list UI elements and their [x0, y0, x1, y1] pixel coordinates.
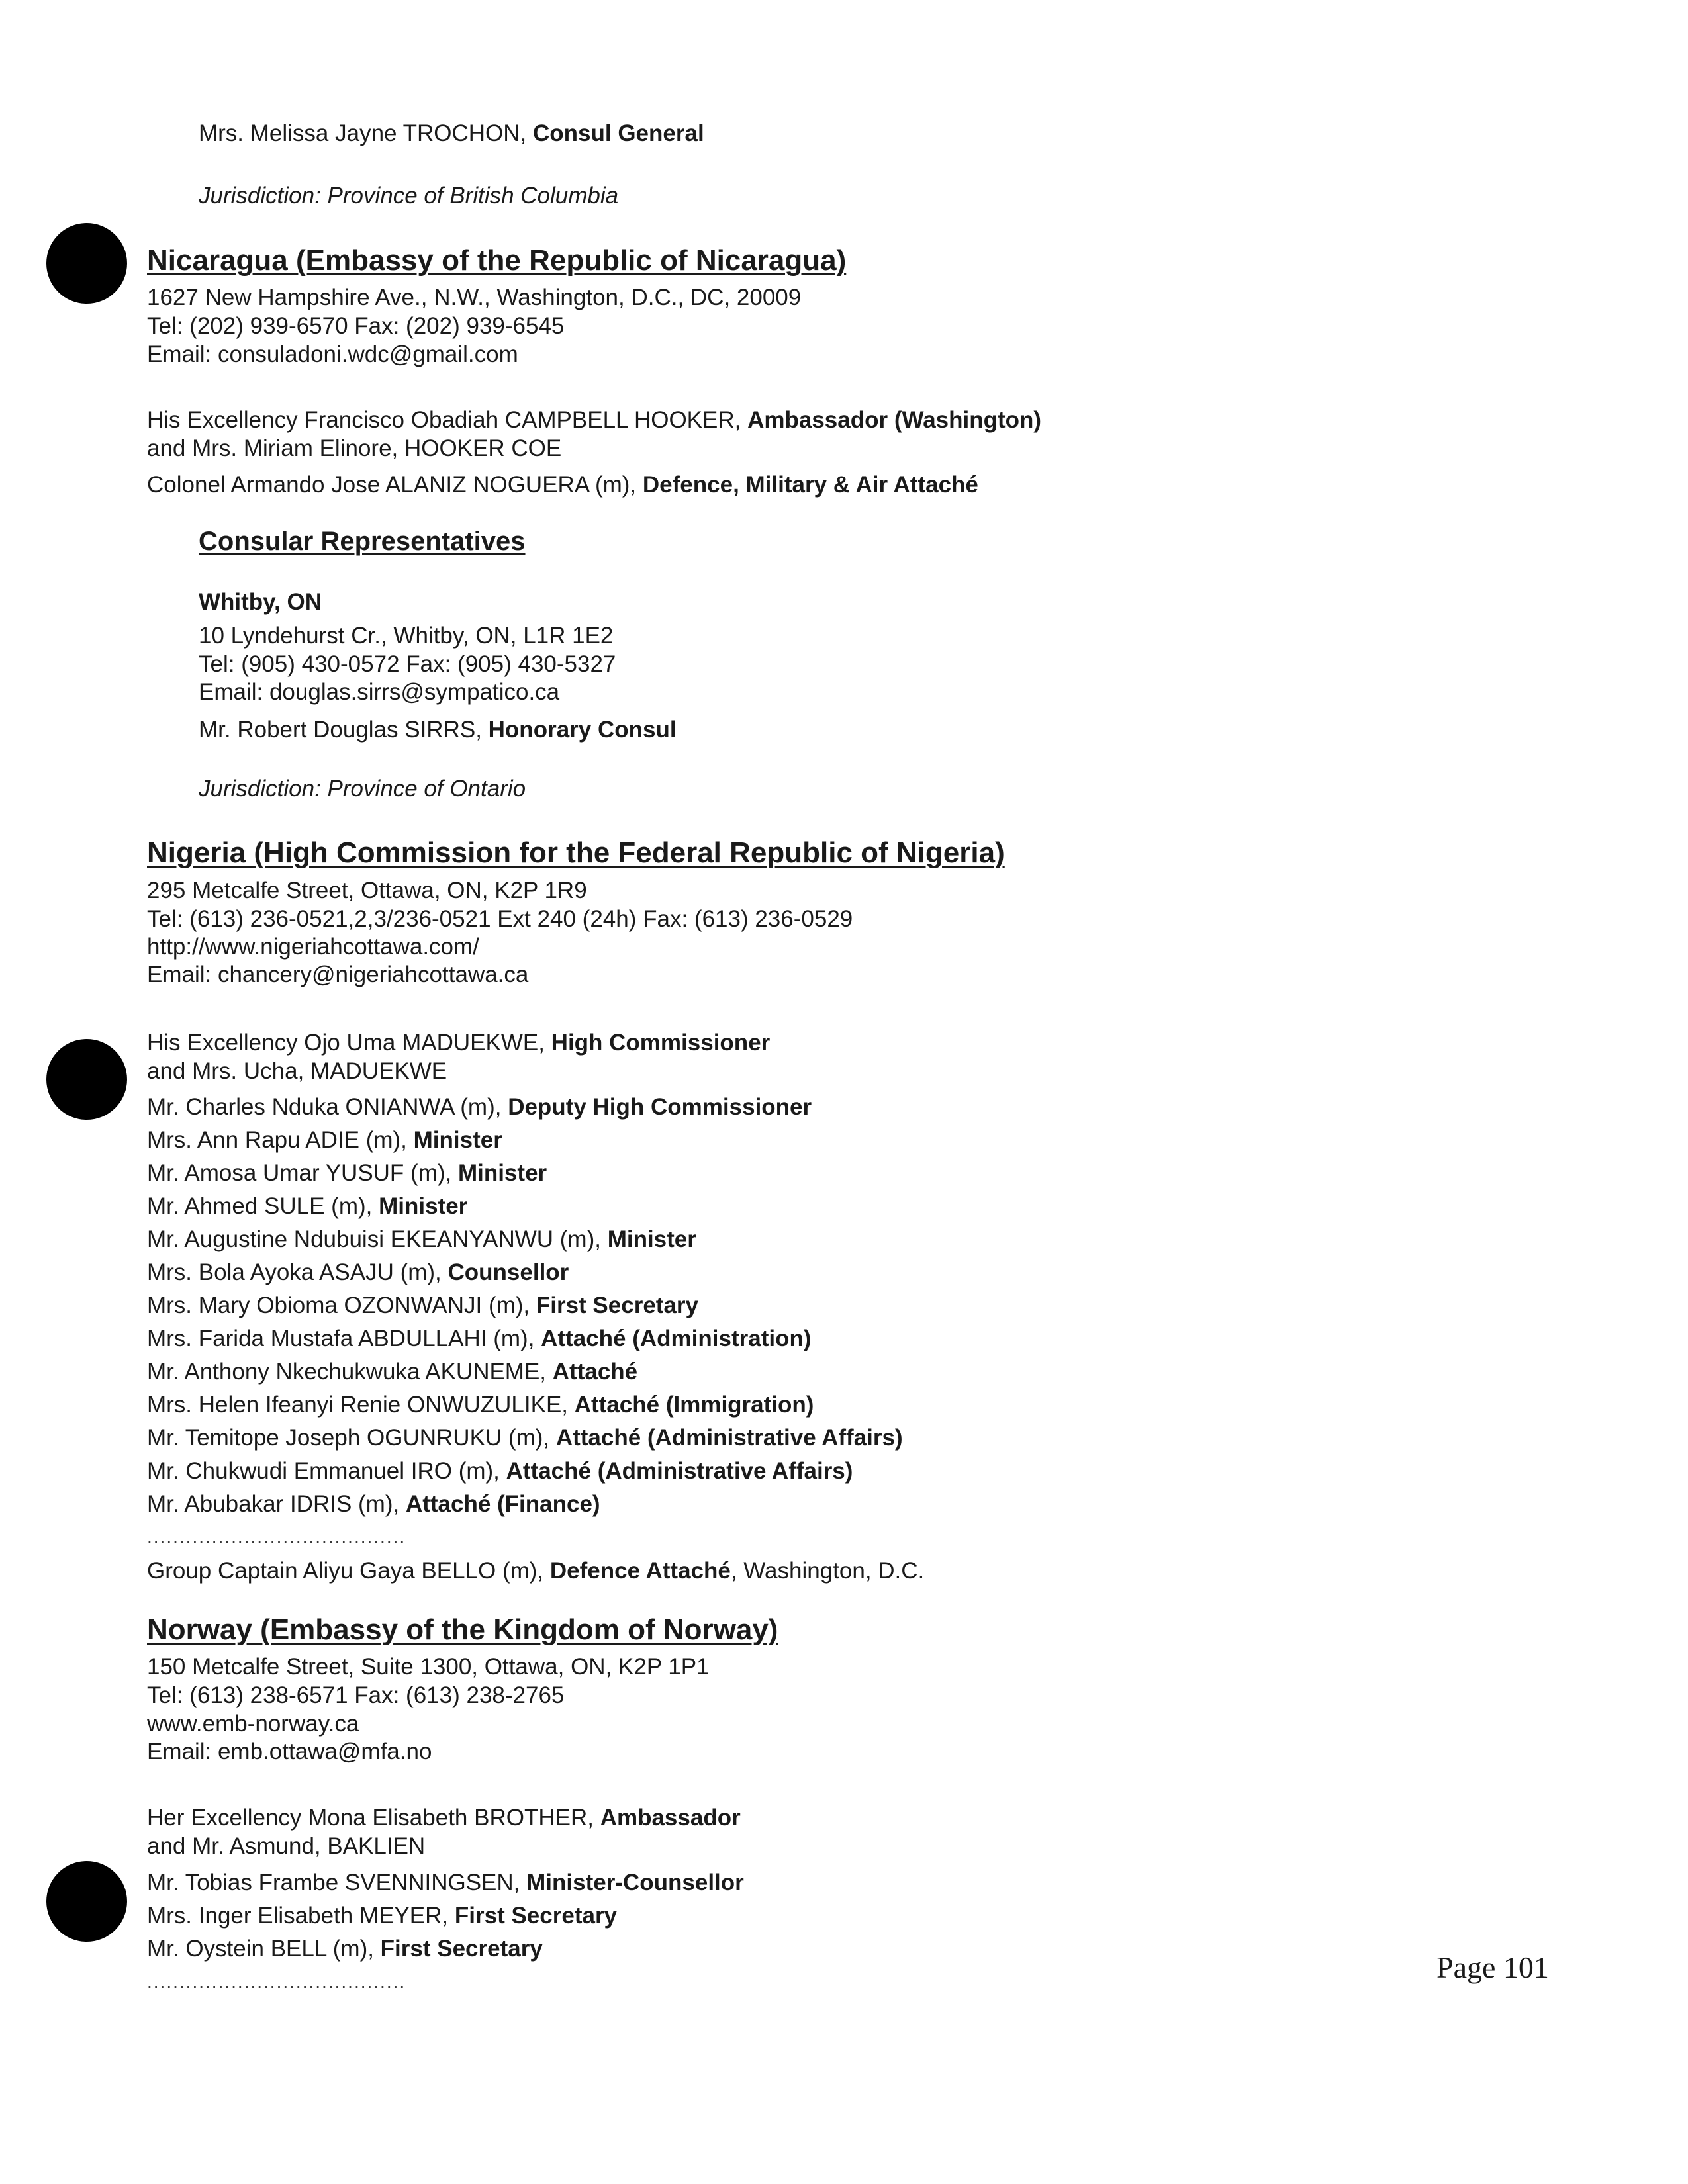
- staff-title: Defence Attaché: [549, 1558, 731, 1584]
- staff-name: Mr. Anthony Nkechukwuka AKUNEME,: [147, 1359, 553, 1385]
- staff-entry: [147, 1226, 696, 1253]
- staff-name: and Mr. Asmund, BAKLIEN: [147, 1833, 426, 1859]
- staff-title: Minister: [607, 1226, 696, 1252]
- staff-name: Mrs. Farida Mustafa ABDULLAHI (m),: [147, 1326, 541, 1351]
- staff-title: First Secretary: [380, 1936, 543, 1962]
- consular-jurisdiction: Jurisdiction: Province of Ontario: [199, 776, 526, 801]
- staff-entry: [147, 1126, 502, 1154]
- nigeria-heading: Nigeria (High Commission for the Federal Republic of Nigeria): [147, 837, 1005, 869]
- staff-name: Mrs. Melissa Jayne TROCHON,: [199, 120, 533, 146]
- punch-hole-top: [46, 223, 127, 304]
- staff-location: , Washington, D.C.: [730, 1558, 925, 1584]
- staff-title: Ambassador (Washington): [747, 407, 1042, 433]
- staff-name: Mr. Temitope Joseph OGUNRUKU (m),: [147, 1425, 556, 1451]
- norway-email: Email: emb.ottawa@mfa.no: [147, 1739, 432, 1764]
- staff-title: Consul General: [533, 120, 704, 146]
- staff-name: Mrs. Ann Rapu ADIE (m),: [147, 1127, 414, 1153]
- staff-title: Minister: [379, 1193, 468, 1219]
- staff-title: Defence, Military & Air Attaché: [642, 472, 978, 498]
- norway-heading: Norway (Embassy of the Kingdom of Norway): [147, 1614, 778, 1646]
- staff-name: Mrs. Bola Ayoka ASAJU (m),: [147, 1259, 448, 1285]
- staff-name: His Excellency Francisco Obadiah CAMPBELL HOOKER,: [147, 407, 748, 433]
- staff-entry: [147, 1093, 812, 1121]
- staff-entry: [147, 1029, 770, 1057]
- staff-name: Mr. Amosa Umar YUSUF (m),: [147, 1160, 458, 1186]
- section-separator: ........................................: [147, 1972, 406, 1992]
- staff-title: Attaché: [552, 1359, 638, 1385]
- staff-title: Deputy High Commissioner: [508, 1094, 812, 1120]
- staff-entry: [147, 1935, 543, 1963]
- trochon-entry: [199, 120, 704, 148]
- staff-title: Attaché (Administrative Affairs): [506, 1458, 853, 1484]
- staff-name: Her Excellency Mona Elisabeth BROTHER,: [147, 1805, 600, 1831]
- staff-entry: [147, 1457, 853, 1485]
- staff-name: Colonel Armando Jose ALANIZ NOGUERA (m),: [147, 472, 643, 498]
- nigeria-tel: Tel: (613) 236-0521,2,3/236-0521 Ext 240 (24h) Fax: (613) 236-0529: [147, 906, 853, 932]
- staff-name: Mrs. Inger Elisabeth MEYER,: [147, 1903, 455, 1929]
- staff-entry: [147, 1833, 425, 1860]
- staff-entry: [147, 1391, 814, 1419]
- staff-name: His Excellency Ojo Uma MADUEKWE,: [147, 1030, 551, 1056]
- staff-entry: [147, 1869, 744, 1897]
- staff-entry: [147, 1259, 569, 1287]
- staff-title: First Secretary: [536, 1293, 698, 1318]
- nicaragua-tel: Tel: (202) 939-6570 Fax: (202) 939-6545: [147, 313, 565, 339]
- defence-attache-entry: [147, 1557, 924, 1585]
- staff-name: and Mrs. Ucha, MADUEKWE: [147, 1058, 447, 1084]
- trochon-jurisdiction: Jurisdiction: Province of British Columbia: [199, 183, 619, 208]
- page-number: Page 101: [1436, 1950, 1549, 1984]
- norway-web: www.emb-norway.ca: [147, 1711, 359, 1737]
- staff-title: Honorary Consul: [488, 717, 677, 743]
- staff-name: Mr. Robert Douglas SIRRS,: [199, 717, 489, 743]
- staff-entry: [147, 1292, 698, 1320]
- staff-title: Attaché (Finance): [405, 1491, 600, 1517]
- nicaragua-email: Email: consuladoni.wdc@gmail.com: [147, 341, 518, 367]
- nigeria-web: http://www.nigeriahcottawa.com/: [147, 934, 479, 960]
- staff-title: Attaché (Administration): [541, 1326, 812, 1351]
- staff-name: Mr. Tobias Frambe SVENNINGSEN,: [147, 1870, 527, 1895]
- staff-title: Minister: [457, 1160, 547, 1186]
- staff-name: Mr. Chukwudi Emmanuel IRO (m),: [147, 1458, 506, 1484]
- staff-entry: [147, 1325, 812, 1353]
- staff-entry: [147, 406, 1041, 434]
- consular-city: Whitby, ON: [199, 589, 322, 615]
- consular-heading: Consular Representatives: [199, 527, 526, 556]
- staff-entry: [147, 1424, 903, 1452]
- consular-address: 10 Lyndehurst Cr., Whitby, ON, L1R 1E2: [199, 623, 614, 649]
- nigeria-email: Email: chancery@nigeriahcottawa.ca: [147, 962, 529, 987]
- staff-title: Minister: [413, 1127, 502, 1153]
- staff-name: Mr. Ahmed SULE (m),: [147, 1193, 379, 1219]
- staff-title: Minister-Counsellor: [526, 1870, 744, 1895]
- staff-entry: [147, 435, 561, 463]
- staff-entry: [147, 1358, 637, 1386]
- staff-entry: [147, 1804, 741, 1832]
- staff-entry: [147, 1490, 600, 1518]
- staff-entry: [147, 471, 978, 499]
- staff-title: High Commissioner: [551, 1030, 771, 1056]
- staff-name: Mrs. Helen Ifeanyi Renie ONWUZULIKE,: [147, 1392, 575, 1418]
- staff-name: Mr. Oystein BELL (m),: [147, 1936, 381, 1962]
- staff-entry: [147, 1160, 547, 1187]
- norway-tel: Tel: (613) 238-6571 Fax: (613) 238-2765: [147, 1682, 565, 1708]
- punch-hole-middle: [46, 1039, 127, 1120]
- punch-hole-bottom: [46, 1861, 127, 1942]
- staff-entry: [147, 1902, 617, 1930]
- staff-title: Counsellor: [447, 1259, 569, 1285]
- consular-email: Email: douglas.sirrs@sympatico.ca: [199, 679, 560, 705]
- staff-name: Mrs. Mary Obioma OZONWANJI (m),: [147, 1293, 536, 1318]
- staff-name: Mr. Charles Nduka ONIANWA (m),: [147, 1094, 508, 1120]
- section-separator: ........................................: [147, 1527, 406, 1547]
- nigeria-address: 295 Metcalfe Street, Ottawa, ON, K2P 1R9: [147, 878, 587, 903]
- staff-name: Group Captain Aliyu Gaya BELLO (m),: [147, 1558, 550, 1584]
- nicaragua-heading: Nicaragua (Embassy of the Republic of Nicaragua): [147, 244, 847, 277]
- norway-address: 150 Metcalfe Street, Suite 1300, Ottawa, ON, K2P 1P1: [147, 1654, 710, 1680]
- consular-tel: Tel: (905) 430-0572 Fax: (905) 430-5327: [199, 651, 616, 677]
- staff-title: First Secretary: [454, 1903, 618, 1929]
- staff-entry: [147, 1058, 447, 1085]
- consular-entry: [199, 716, 677, 744]
- staff-name: Mr. Abubakar IDRIS (m),: [147, 1491, 406, 1517]
- staff-title: Ambassador: [600, 1805, 741, 1831]
- nicaragua-address: 1627 New Hampshire Ave., N.W., Washington, D.C., DC, 20009: [147, 285, 802, 310]
- staff-entry: [147, 1193, 467, 1220]
- staff-title: Attaché (Administrative Affairs): [555, 1425, 903, 1451]
- staff-title: Attaché (Immigration): [574, 1392, 814, 1418]
- staff-name: and Mrs. Miriam Elinore, HOOKER COE: [147, 435, 562, 461]
- staff-name: Mr. Augustine Ndubuisi EKEANYANWU (m),: [147, 1226, 608, 1252]
